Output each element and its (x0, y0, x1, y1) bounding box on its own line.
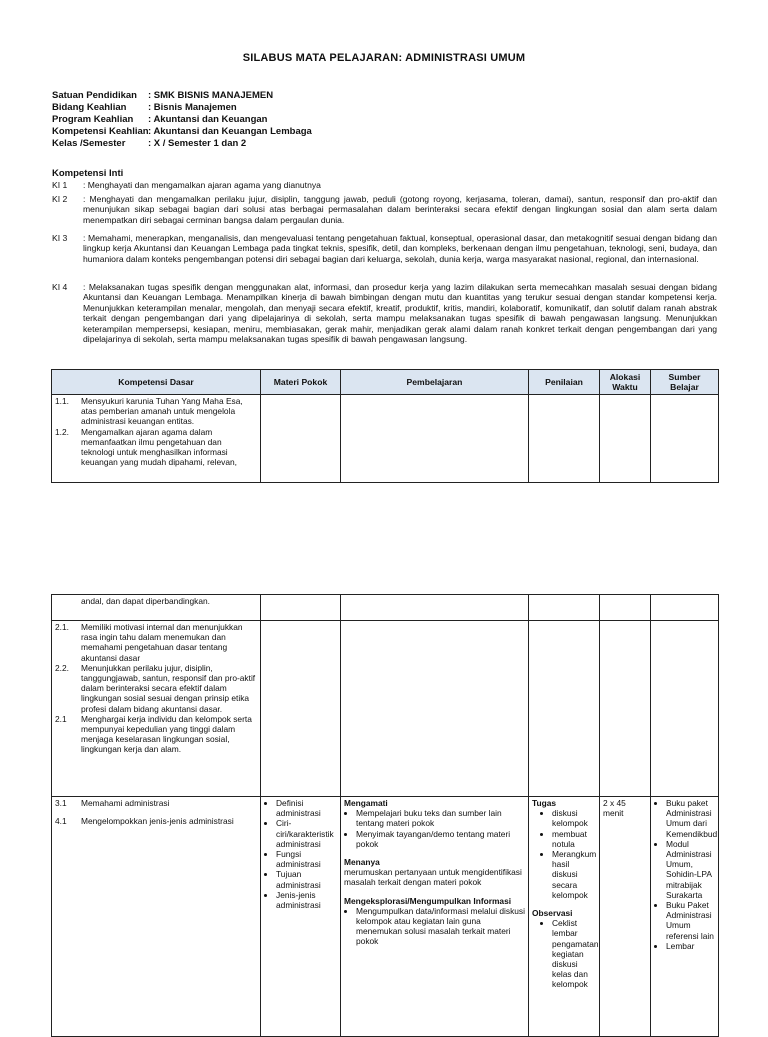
kd-text: Mengamalkan ajaran agama dalam memanfaatkan ilmu pengetahuan dan teknologi untuk menghasilkan informasi keuangan yang mudah dipahami, relevan, (81, 426, 237, 468)
kd-cell (52, 797, 261, 1037)
mengamati-heading: Mengamati (344, 798, 388, 808)
syllabus-table-page2 (51, 594, 719, 1037)
kd-text: Memahami administrasi (81, 798, 170, 808)
list-item: • Fungsi administrasi (276, 849, 337, 869)
identity-label: Bidang Keahlian (52, 102, 127, 113)
identity-value: : X / Semester 1 dan 2 (148, 138, 247, 149)
list-item: • Definisi administrasi (276, 798, 337, 818)
list-item: • Tujuan administrasi (276, 869, 337, 889)
list-item: • Ciri-ciri/karakteristik administrasi (276, 818, 337, 849)
materi-cell (261, 797, 341, 1037)
pembelajaran-cell (341, 797, 529, 1037)
materi-cell (261, 621, 341, 797)
identity-block (52, 90, 312, 150)
ki-item (52, 282, 717, 344)
tugas-list (532, 808, 596, 900)
menanya-text: merumuskan pertanyaan untuk mengidentifikasi masalah terkait dengan materi pokok (344, 867, 522, 888)
pembelajaran-cell (341, 395, 529, 483)
penilaian-cell (529, 797, 600, 1037)
list-item: • Menyimak tayangan/demo tentang materi pokok (356, 829, 525, 849)
ki-text: : Melaksanakan tugas spesifik dengan menggunakan alat, informasi, dan prosedur kerja yang lazim dilakukan serta memecahkan masalah sesuai dengan bidang Akuntansi dan Keuangan Lembaga. Menampilkan kinerja di bawah bimbingan dengan mutu dan kuantitas yang terukur sesuai dengan standar kompetensi kerja. Menunjukkan keterampilan menalar, mengolah, dan menyaji secara efektif, kreatif, produktif, kritis, mandiri, kolaboratif, komunikatif, dan solutif dalam ranah abstrak terkait dengan pengembangan dari yang dipelajarinya di sekolah, serta mampu melaksanakan tugas spesifik di bawah pengawasan langsung. Menunjukkan keterampilan mempersepsi, kesiapan, meniru, membiasakan, gerak mahir, menjadikan gerak alami dalam ranah konkret terkait dengan pengembangan dari yang dipelajarinya di sekolah, serta mampu melaksanakan tugas spesifik di bawah pengawasan langsung. (83, 282, 717, 345)
list-item: • diskusi kelompok (552, 808, 596, 828)
ki-text: : Menghayati dan mengamalkan ajaran agama yang dianutnya (83, 180, 321, 190)
list-item: • membuat notula (552, 829, 596, 849)
penilaian-cell (529, 621, 600, 797)
observasi-heading: Observasi (532, 908, 573, 919)
table-row (52, 797, 719, 1037)
header-alokasi-waktu: Alokasi Waktu (600, 370, 651, 395)
sumber-cell (651, 395, 719, 483)
header-pembelajaran: Pembelajaran (341, 370, 529, 395)
table-row (52, 395, 719, 483)
sumber-cell (651, 595, 719, 621)
mengamati-list (344, 808, 525, 849)
identity-value: : Akuntansi dan Keuangan Lembaga (148, 126, 312, 137)
list-item: • Mempelajari buku teks dan sumber lain tentang materi pokok (356, 808, 525, 828)
sumber-cell (651, 797, 719, 1037)
ki-text: : Memahami, menerapkan, menganalisis, dan mengevaluasi tentang pengetahuan faktual, konseptual, operasional dasar, dan metakognitif sesuai dengan bidang dan lingkup kerja Akuntansi dan Keuangan Lembaga pada tingkat teknis, spesifik, detil, dan kompleks, berkenaan dengan ilmu pengetahuan, teknologi, seni, budaya, dan humaniora dalam konteks pengembangan potensi diri sebagai bagian dari keluarga, sekolah, dunia kerja, warga masyarakat nasional, regional, dan internasional. (83, 233, 717, 264)
table-row (52, 621, 719, 797)
identity-label: Kompetensi Keahlian (52, 126, 149, 137)
kd-cell (52, 395, 261, 483)
alokasi-cell (600, 621, 651, 797)
header-kompetensi-dasar: Kompetensi Dasar (52, 370, 261, 395)
ki-label: KI 2 (52, 194, 68, 204)
identity-row (52, 126, 312, 138)
kompetensi-inti-heading: Kompetensi Inti (52, 168, 124, 179)
kd-item (55, 816, 257, 826)
ki-label: KI 4 (52, 282, 68, 292)
pembelajaran-cell (341, 595, 529, 621)
kd-number: 2.2. (55, 662, 69, 673)
identity-label: Program Keahlian (52, 114, 134, 125)
tugas-heading: Tugas (532, 798, 557, 808)
ki-item (52, 194, 717, 225)
syllabus-table-page1 (51, 369, 719, 483)
list-item: • Buku Paket Administrasi Umum referensi lain (666, 900, 715, 941)
identity-row (52, 90, 312, 102)
header-materi-pokok: Materi Pokok (261, 370, 341, 395)
kd-continuation: andal, dan dapat diperbandingkan. (81, 596, 210, 606)
kd-cell (52, 595, 261, 621)
sumber-list (654, 798, 718, 951)
ki-item (52, 180, 717, 190)
kd-item (55, 427, 257, 468)
identity-label: Kelas /Semester (52, 138, 126, 149)
kd-text: Mensyukuri karunia Tuhan Yang Maha Esa, atas pemberian amanah untuk mengelola administrasi keuangan entitas. (81, 396, 243, 427)
list-item: • Lembar (666, 941, 715, 951)
kd-item (55, 714, 257, 755)
identity-row (52, 114, 312, 126)
penilaian-cell (529, 595, 600, 621)
kd-cell (52, 621, 261, 797)
kd-item (55, 663, 257, 714)
kd-item (55, 798, 257, 808)
kd-number: 4.1 (55, 816, 67, 827)
ki-text: : Menghayati dan mengamalkan perilaku jujur, disiplin, tanggung jawab, peduli (gotong royong, kerjasama, toleran, damai), santun, responsif dan pro-aktif dan menunjukan sikap sebagai bagian dari solusi atas berbagai permasalahan dalam berinteraksi secara efektif dengan lingkungan sosial dan alam serta dalam menempatkan diri sebagai cerminan bangsa dalam pergaulan dunia. (83, 194, 717, 225)
header-sumber-belajar: Sumber Belajar (651, 370, 719, 395)
kd-number: 2.1 (55, 713, 67, 724)
menanya-heading: Menanya (344, 857, 380, 868)
kd-number: 3.1 (55, 798, 67, 808)
kd-item (55, 396, 257, 427)
alokasi-cell (600, 395, 651, 483)
header-penilaian: Penilaian (529, 370, 600, 395)
eksplorasi-list (344, 906, 525, 947)
list-item: • Merangkum hasil diskusi secara kelompok (552, 849, 596, 900)
kd-number: 1.1. (55, 396, 69, 406)
ki-item (52, 233, 717, 264)
kd-number: 1.2. (55, 426, 69, 437)
pembelajaran-cell (341, 621, 529, 797)
identity-row (52, 138, 312, 150)
identity-value: : Bisnis Manajemen (148, 102, 237, 113)
table-row (52, 595, 719, 621)
identity-value: : SMK BISNIS MANAJEMEN (148, 90, 274, 101)
ki-label: KI 3 (52, 233, 68, 243)
alokasi-cell: 2 x 45 menit (600, 797, 651, 1037)
eksplorasi-heading: Mengeksplorasi/Mengumpulkan Informasi (344, 895, 512, 906)
observasi-list (532, 918, 599, 990)
sumber-cell (651, 621, 719, 797)
list-item: • Modul Administrasi Umum, Sohidin-LPA mitrabijak Surakarta (666, 839, 715, 900)
document-title: SILABUS MATA PELAJARAN: ADMINISTRASI UMUM (242, 52, 526, 64)
list-item: • Ceklist lembar pengamatan kegiatan diskusi kelas dan kelompok (552, 918, 596, 989)
kd-number: 2.1. (55, 622, 69, 632)
ki-label: KI 1 (52, 180, 68, 190)
list-item: • Jenis-jenis administrasi (276, 890, 337, 910)
identity-row (52, 102, 312, 114)
materi-cell (261, 395, 341, 483)
penilaian-cell (529, 395, 600, 483)
list-item: • Mengumpulkan data/informasi melalui diskusi kelompok atau kegiatan lain guna menemukan solusi masalah terkait materi pokok (356, 906, 525, 947)
kd-text: Menghargai kerja individu dan kelompok serta mempunyai kepedulian yang tinggi dalam menjaga keselarasan lingkungan sosial, lingkungan kerja dan alam. (81, 713, 252, 755)
materi-list (264, 798, 337, 910)
kd-item (55, 622, 257, 663)
kd-text: Menunjukkan perilaku jujur, disiplin, tanggungjawab, santun, responsif dan pro-aktif dalam berinteraksi secara efektif dalam lingkungan sosial sesuai dengan prinsip etika profesi dalam bidang akuntansi dasar. (81, 662, 256, 714)
identity-value: : Akuntansi dan Keuangan (148, 114, 268, 125)
materi-cell (261, 595, 341, 621)
list-item: • Buku paket Administrasi Umum dari Kemendikbud (666, 798, 715, 839)
identity-label: Satuan Pendidikan (52, 90, 137, 101)
kd-text: Memiliki motivasi internal dan menunjukkan rasa ingin tahu dalam menemukan dan memahami pengetahuan dasar tentang akuntansi dasar (81, 622, 243, 663)
alokasi-cell (600, 595, 651, 621)
kd-text: Mengelompokkan jenis-jenis administrasi (81, 816, 234, 827)
